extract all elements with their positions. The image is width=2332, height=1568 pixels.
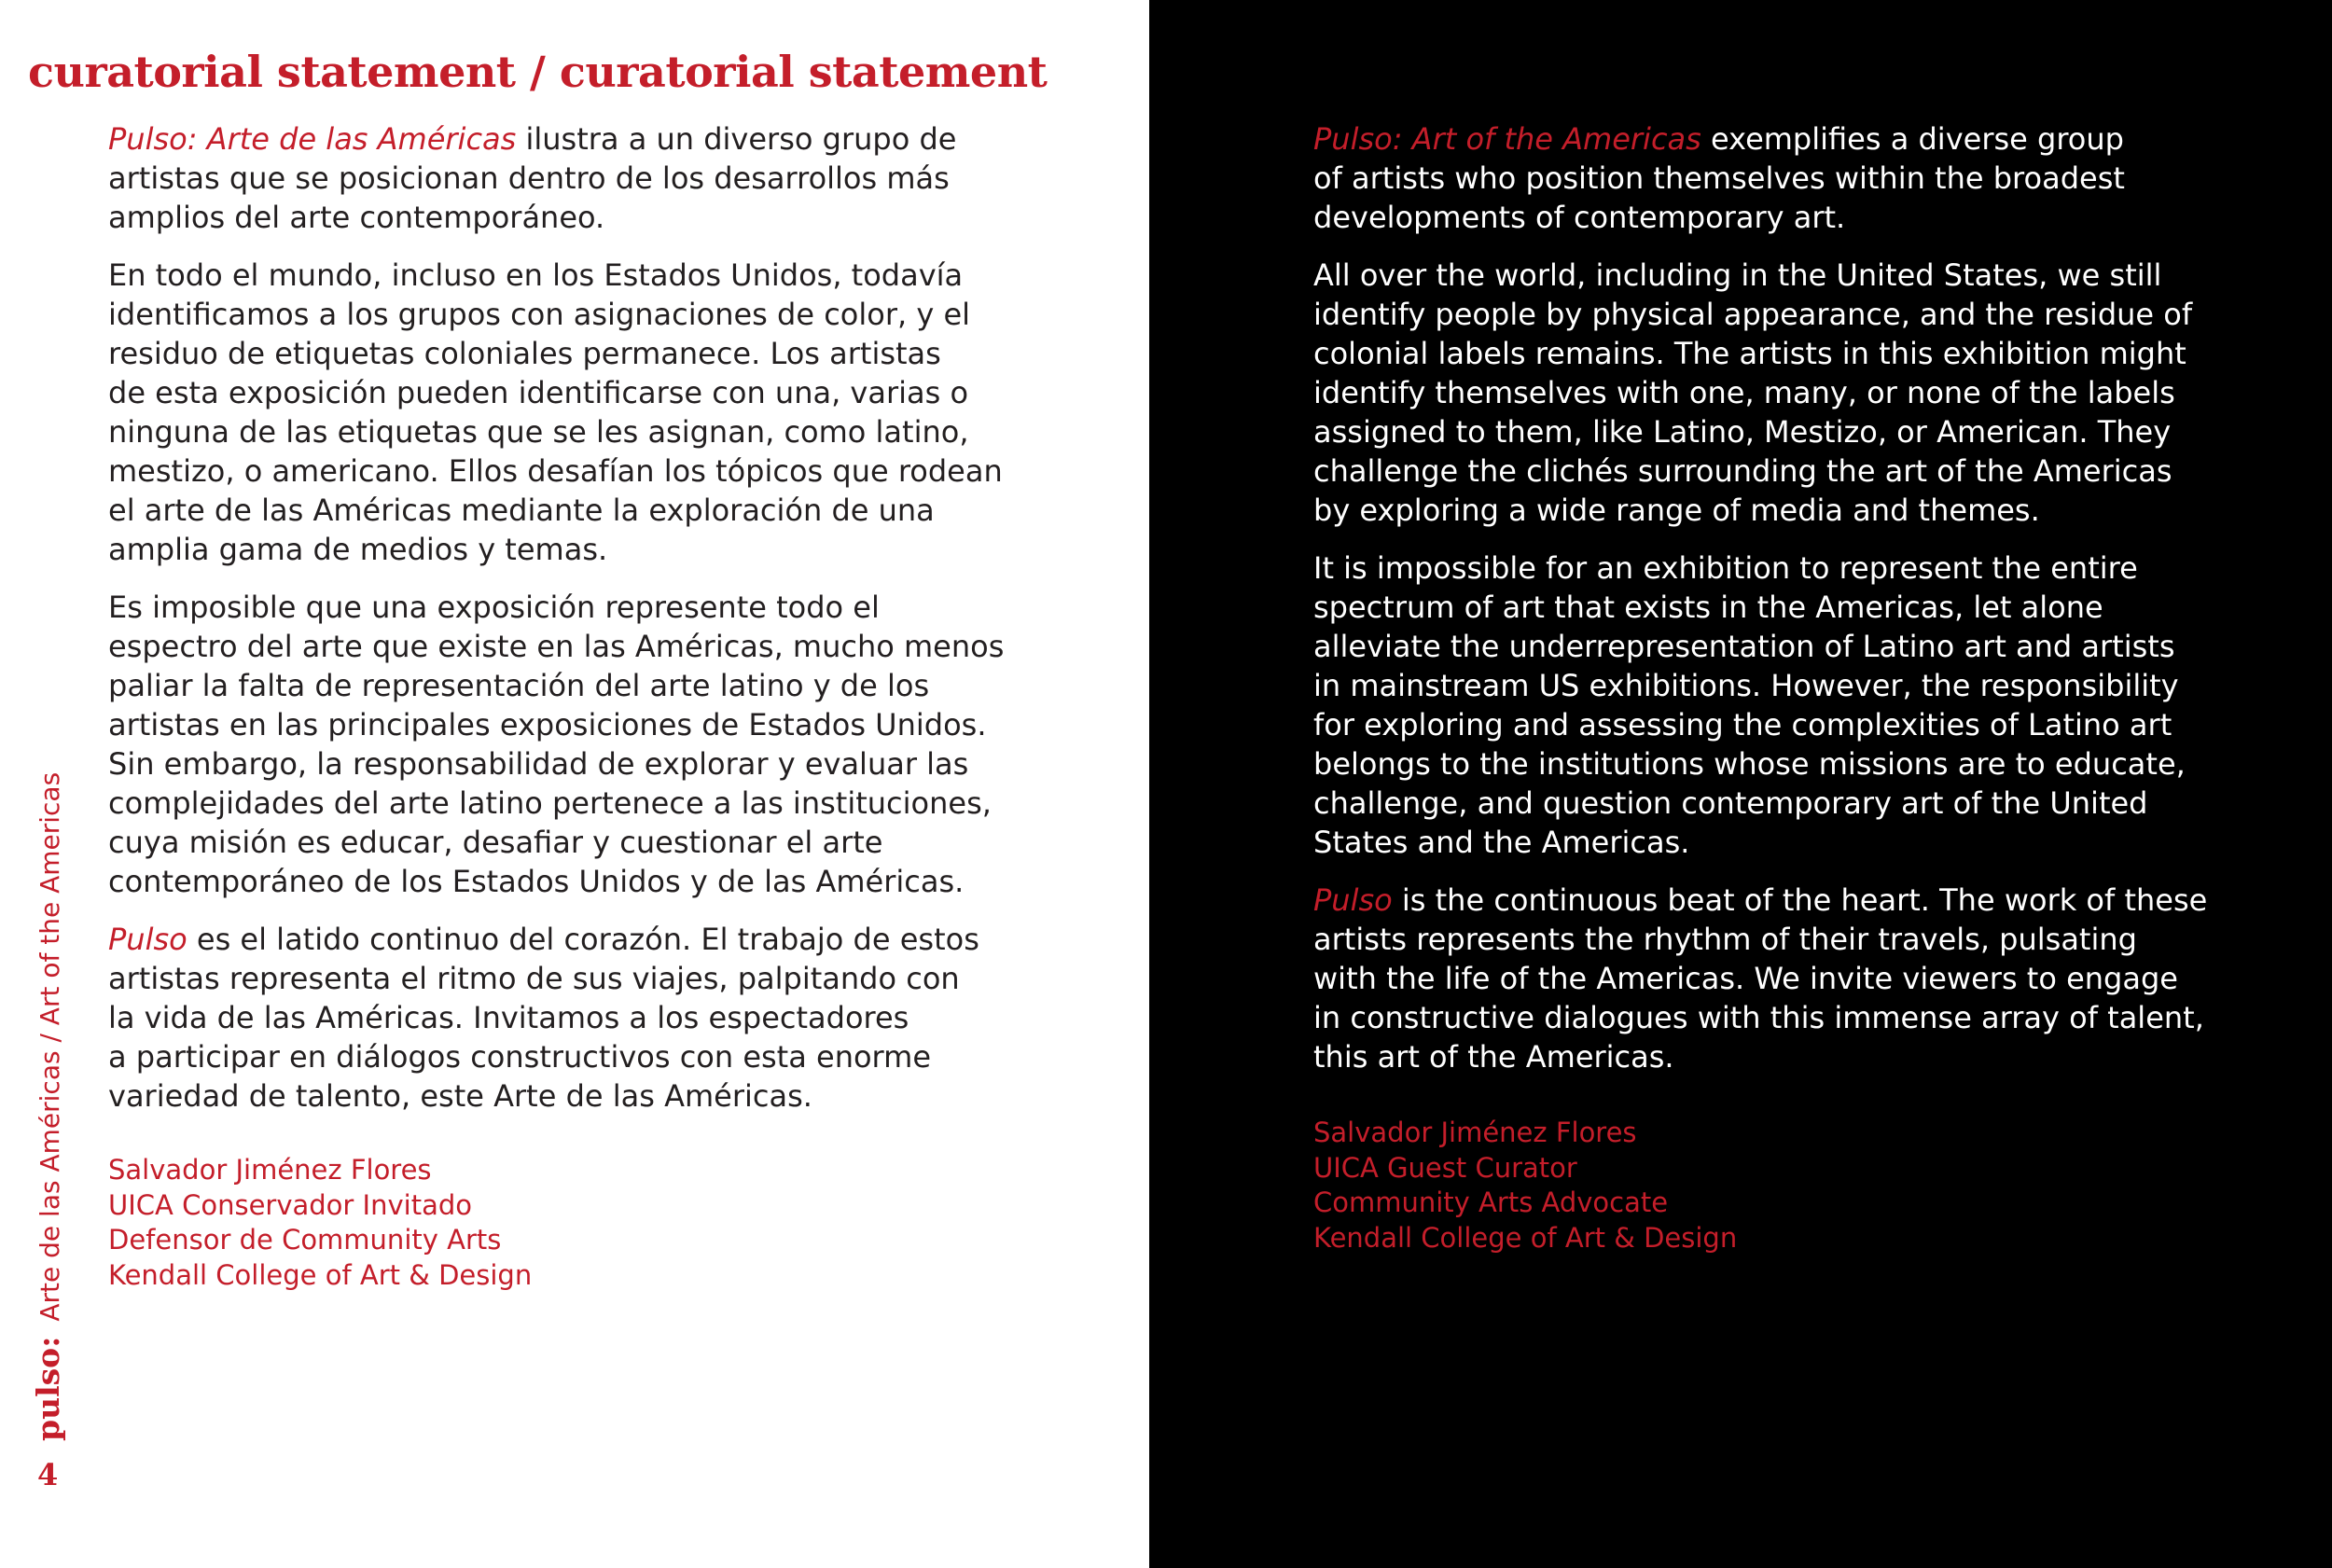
text-line: artistas en las principales exposiciones de Estados Unidos. <box>108 707 987 742</box>
text-line: in mainstream US exhibitions. However, the responsibility <box>1313 668 2179 703</box>
signature-institution: Kendall College of Art & Design <box>108 1258 533 1291</box>
text-line: in constructive dialogues with this immense array of talent, <box>1313 1000 2204 1035</box>
text-fragment: is the continuous beat of the heart. The work of these <box>1392 882 2208 918</box>
text-line: this art of the Americas. <box>1313 1039 1674 1075</box>
signature-role: Defensor de Community Arts <box>108 1224 502 1256</box>
text-line: la vida de las Américas. Invitamos a los espectadores <box>108 1000 909 1035</box>
text-line: artistas que se posicionan dentro de los desarrollos más <box>108 160 950 196</box>
signature-role: UICA Guest Curator <box>1313 1151 1577 1184</box>
spanish-paragraph-2 <box>108 256 1004 569</box>
english-statement <box>1313 119 2209 1095</box>
text-line: de esta exposición pueden identificarse con una, varias o <box>108 375 969 410</box>
spanish-paragraph-3 <box>108 588 1004 901</box>
text-line: developments of contemporary art. <box>1313 200 1846 235</box>
spanish-paragraph-4 <box>108 920 1004 1116</box>
text-line: identify themselves with one, many, or none of the labels <box>1313 375 2175 410</box>
text-line: Es imposible que una exposición represente todo el <box>108 590 880 625</box>
exhibition-title-italic: Pulso: Arte de las Américas <box>108 121 517 157</box>
english-paragraph-2 <box>1313 256 2209 530</box>
text-line: challenge, and question contemporary art of the United <box>1313 785 2148 821</box>
english-signature <box>1313 1116 1737 1256</box>
spine-subtitle: Arte de las Américas / Art of the Americas <box>35 771 65 1322</box>
text-line: belongs to the institutions whose missions are to educate, <box>1313 746 2186 782</box>
text-fragment: ilustra a un diverso grupo de <box>516 121 957 157</box>
spine-label <box>30 771 66 1441</box>
text-fragment: exemplifies a diverse group <box>1700 121 2124 157</box>
text-line: artistas representa el ritmo de sus viajes, palpitando con <box>108 961 960 996</box>
text-line: identificamos a los grupos con asignaciones de color, y el <box>108 297 971 332</box>
text-line: All over the world, including in the United States, we still <box>1313 257 2162 293</box>
pulso-italic: Pulso <box>1313 882 1393 918</box>
text-line: contemporáneo de los Estados Unidos y de las Américas. <box>108 864 965 899</box>
text-line: alleviate the underrepresentation of Latino art and artists <box>1313 629 2175 664</box>
text-line: variedad de talento, este Arte de las Américas. <box>108 1078 812 1114</box>
text-line: of artists who position themselves within the broadest <box>1313 160 2125 196</box>
text-line: residuo de etiquetas coloniales permanece. Los artistas <box>108 336 941 371</box>
text-line <box>108 119 1004 159</box>
text-line: States and the Americas. <box>1313 825 1690 860</box>
text-line: spectrum of art that exists in the Americas, let alone <box>1313 590 2103 625</box>
signature-institution: Kendall College of Art & Design <box>1313 1221 1738 1254</box>
text-line: identify people by physical appearance, and the residue of <box>1313 297 2193 332</box>
page-title: curatorial statement / curatorial statement <box>28 47 1048 97</box>
text-line: for exploring and assessing the complexities of Latino art <box>1313 707 2172 742</box>
text-line: ninguna de las etiquetas que se les asignan, como latino, <box>108 414 969 450</box>
english-paragraph-1 <box>1313 119 2209 237</box>
text-line: by exploring a wide range of media and themes. <box>1313 493 2040 528</box>
english-paragraph-4 <box>1313 881 2209 1076</box>
text-line <box>1313 881 2209 920</box>
exhibition-title-italic: Pulso: Art of the Americas <box>1313 121 1701 157</box>
text-fragment: es el latido continuo del corazón. El trabajo de estos <box>187 922 979 957</box>
text-line: espectro del arte que existe en las Américas, mucho menos <box>108 629 1005 664</box>
text-line: with the life of the Americas. We invite viewers to engage <box>1313 961 2178 996</box>
text-line: artists represents the rhythm of their travels, pulsating <box>1313 922 2137 957</box>
text-line: amplia gama de medios y temas. <box>108 532 608 567</box>
signature-role: UICA Conservador Invitado <box>108 1188 472 1221</box>
left-page-spanish <box>0 0 1149 1568</box>
text-line: It is impossible for an exhibition to represent the entire <box>1313 550 2138 586</box>
text-line: Sin embargo, la responsabilidad de explorar y evaluar las <box>108 746 969 782</box>
text-line: En todo el mundo, incluso en los Estados Unidos, todavía <box>108 257 964 293</box>
signature-name: Salvador Jiménez Flores <box>1313 1117 1637 1148</box>
text-line: assigned to them, like Latino, Mestizo, or American. They <box>1313 414 2172 450</box>
text-line: cuya misión es educar, desafiar y cuestionar el arte <box>108 825 883 860</box>
text-line: paliar la falta de representación del arte latino y de los <box>108 668 930 703</box>
spanish-statement <box>108 119 1004 1134</box>
text-line: complejidades del arte latino pertenece a las instituciones, <box>108 785 992 821</box>
english-paragraph-3 <box>1313 548 2209 862</box>
page-number: 4 <box>37 1457 59 1492</box>
signature-role: Community Arts Advocate <box>1313 1186 1669 1218</box>
spanish-paragraph-1 <box>108 119 1004 237</box>
pulso-italic: Pulso <box>108 922 187 957</box>
text-line: challenge the clichés surrounding the art of the Americas <box>1313 453 2172 489</box>
text-line: a participar en diálogos constructivos con esta enorme <box>108 1039 931 1075</box>
text-line: el arte de las Américas mediante la exploración de una <box>108 493 935 528</box>
text-line <box>1313 119 2209 159</box>
text-line: mestizo, o americano. Ellos desafían los tópicos que rodean <box>108 453 1003 489</box>
spanish-signature <box>108 1153 532 1293</box>
text-line <box>108 920 1004 959</box>
text-line: colonial labels remains. The artists in this exhibition might <box>1313 336 2186 371</box>
text-line: amplios del arte contemporáneo. <box>108 200 605 235</box>
signature-name: Salvador Jiménez Flores <box>108 1154 432 1186</box>
spine-brand: pulso: <box>30 1336 66 1441</box>
